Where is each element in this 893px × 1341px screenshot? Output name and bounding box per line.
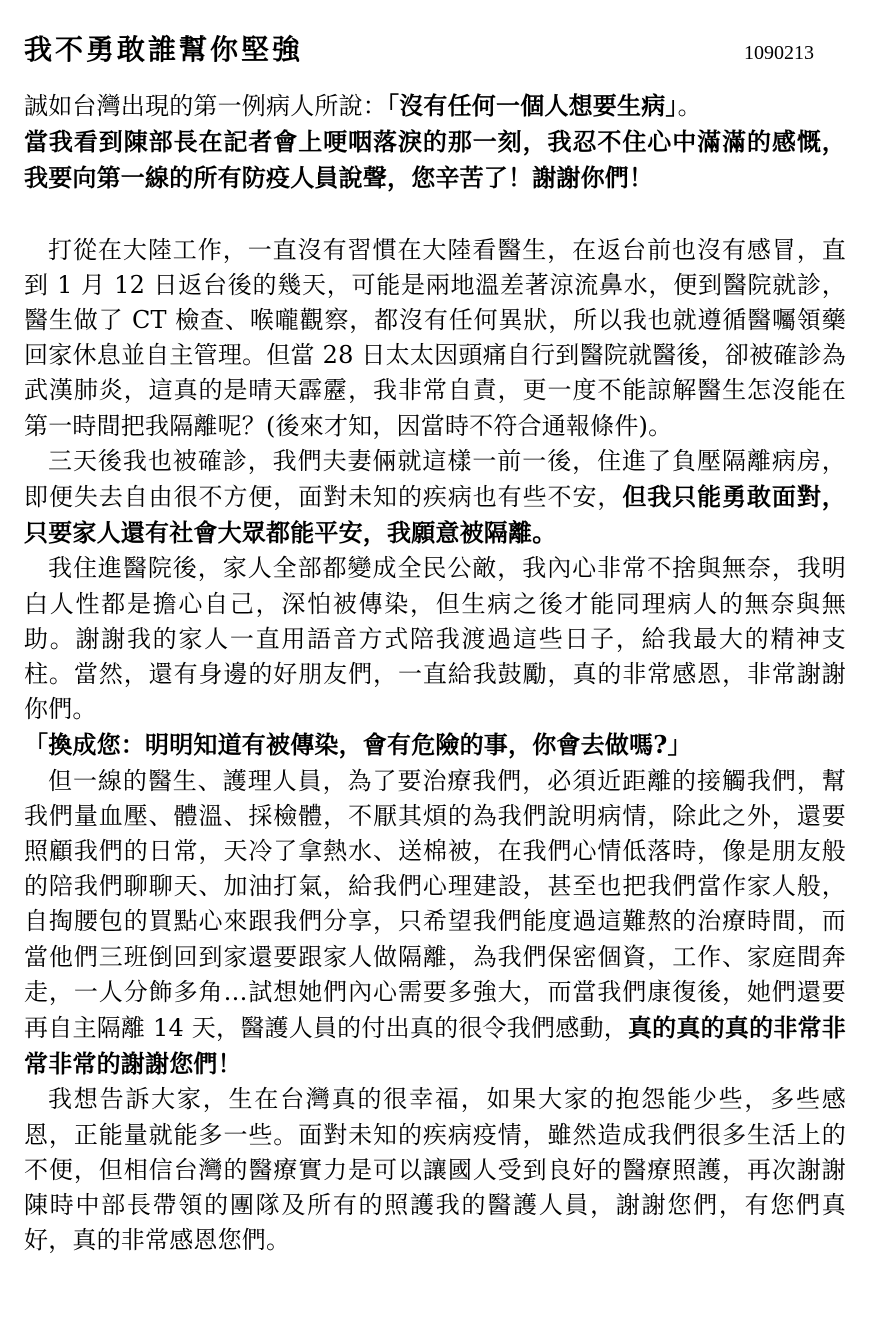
isolation-text: 三天後我也被確診，我們夫妻倆就這樣一前一後，住進了負壓隔離病房，即便失去自由很不方便，面對未知的疾病也有些不安， bbox=[24, 446, 846, 512]
paragraph-isolation bbox=[24, 444, 846, 552]
intro-prefix: 誠如台灣出現的第一例病人所說： bbox=[24, 92, 387, 120]
intro-suffix: 。 bbox=[677, 92, 702, 120]
letter-date: 1090213 bbox=[744, 42, 814, 64]
isolation-bold: 但我只能勇敢面對，只要家人還有社會大眾都能平安，我願意被隔離。 bbox=[24, 482, 846, 548]
paragraph-diagnosis: 打從在大陸工作，一直沒有習慣在大陸看醫生，在返台前也沒有感冒，直到 1 月 12 日返台後的幾天，可能是兩地溫差著涼流鼻水，便到醫院就診，醫生做了 CT 檢查、喉嚨觀察，都沒有任何異狀，所以我也就遵循醫囑領藥回家休息並自主管理。但當 28 日太太因頭痛自行到醫院就醫後，卻被確診為武漢肺炎，這真的是晴天霹靂，我非常自責，更一度不能諒解醫生怎沒能在第一時間把我隔離呢？(後來才知，因當時不符合通報條件)。 bbox=[24, 235, 846, 440]
page-title: 我不勇敢誰幫你堅強 bbox=[24, 33, 304, 66]
letter-body bbox=[24, 88, 846, 1259]
paragraph-question bbox=[24, 727, 846, 763]
paragraph-family: 我住進醫院後，家人全部都變成全民公敵，我內心非常不捨與無奈，我明白人性都是擔心自己，深怕被傳染，但生病之後才能同理病人的無奈與無助。謝謝我的家人一直用語音方式陪我渡過這些日子，給我最大的精神支柱。當然，還有身邊的好朋友們，一直給我鼓勵，真的非常感恩，非常謝謝你們。 bbox=[24, 554, 846, 724]
paragraph-gap bbox=[24, 197, 846, 233]
question-text: 「換成您：明明知道有被傳染，會有危險的事，你會去做嗎?」 bbox=[24, 730, 692, 760]
paragraph-closing: 我想告訴大家，生在台灣真的很幸福，如果大家的抱怨能少些，多些感恩，正能量就能多一些。面對未知的疾病疫情，雖然造成我們很多生活上的不便，但相信台灣的醫療實力是可以讓國人受到良好的醫療照護，再次謝謝陳時中部長帶領的團隊及所有的照護我的醫護人員，謝謝您們，有您們真好，真的非常感恩您們。 bbox=[24, 1085, 846, 1255]
intro-quote: 「沒有任何一個人想要生病」 bbox=[387, 91, 678, 120]
paragraph-medical-staff bbox=[24, 764, 846, 1083]
staff-thanks-bold: 真的真的真的非常非常非常的謝謝您們！ bbox=[24, 1013, 846, 1079]
intro-line bbox=[24, 88, 846, 124]
intro-thanks-text: 當我看到陳部長在記者會上哽咽落淚的那一刻，我忍不住心中滿滿的感慨，我要向第一線的所有防疫人員說聲，您辛苦了！謝謝你們！ bbox=[24, 127, 846, 193]
intro-thanks bbox=[24, 124, 846, 196]
staff-text: 但一線的醫生、護理人員，為了要治療我們，必須近距離的接觸我們，幫我們量血壓、體溫、採檢體，不厭其煩的為我們說明病情，除此之外，還要照顧我們的日常，天冷了拿熱水、送棉被，在我們心情低落時，像是朋友般的陪我們聊聊天、加油打氣，給我們心理建設，甚至也把我們當作家人般，自掏腰包的買點心來跟我們分享，只希望我們能度過這難熬的治療時間，而當他們三班倒回到家還要跟家人做隔離，為我們保密個資，工作、家庭間奔走，一人分飾多角…試想她們內心需要多強大，而當我們康復後，她們還要再自主隔離 14 天，醫護人員的付出真的很令我們感動， bbox=[24, 766, 846, 1043]
letter-header bbox=[24, 30, 824, 78]
